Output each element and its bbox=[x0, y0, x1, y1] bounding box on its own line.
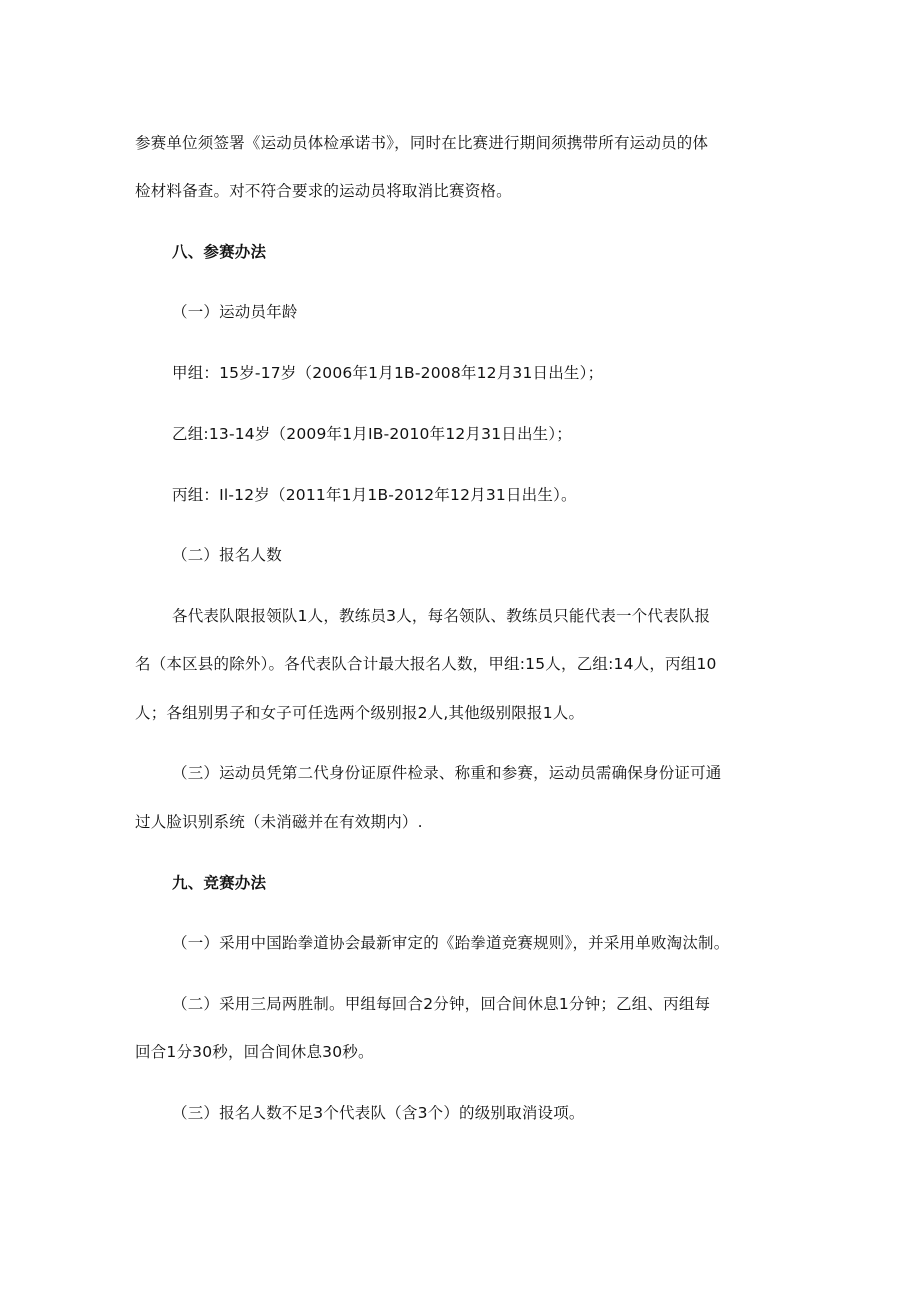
section-heading-nine: 九、竞赛办法 bbox=[172, 874, 267, 892]
paragraph-line: 过人脸识别系统（未消磁并在有效期内）. bbox=[135, 813, 423, 831]
list-item: 乙组:13-14岁（2009年1月IB-2010年12月31日出生）； bbox=[172, 425, 573, 443]
subsection-title: （一）运动员年龄 bbox=[172, 303, 298, 321]
paragraph-line: 检材料备查。对不符合要求的运动员将取消比赛资格。 bbox=[135, 182, 512, 200]
paragraph-line: （二）采用三局两胜制。甲组每回合2分钟，回合间休息1分钟；乙组、丙组每 bbox=[172, 995, 711, 1013]
list-item: 丙组：Il-12岁（2011年1月1B-2012年12月31日出生）。 bbox=[172, 486, 577, 504]
paragraph-line: （三）报名人数不足3个代表队（含3个）的级别取消设项。 bbox=[172, 1104, 585, 1122]
subsection-title: （二）报名人数 bbox=[172, 546, 282, 564]
paragraph-line: 参赛单位须签署《运动员体检承诺书》，同时在比赛进行期间须携带所有运动员的体 bbox=[135, 134, 709, 152]
paragraph-line: （三）运动员凭第二代身份证原件检录、称重和参赛，运动员需确保身份证可通 bbox=[172, 764, 722, 782]
paragraph-line: 名（本区县的除外）。各代表队合计最大报名人数，甲组:15人，乙组:14人，丙组10 bbox=[135, 655, 717, 673]
paragraph-line: （一）采用中国跆拳道协会最新审定的《跆拳道竞赛规则》，并采用单败淘汰制。 bbox=[172, 934, 730, 952]
paragraph-line: 人；各组别男子和女子可任选两个级别报2人,其他级别限报1人。 bbox=[135, 704, 585, 722]
paragraph-line: 回合1分30秒，回合间休息30秒。 bbox=[135, 1043, 374, 1061]
list-item: 甲组：15岁-17岁（2006年1月1B-2008年12月31日出生）； bbox=[172, 364, 604, 382]
section-heading-eight: 八、参赛办法 bbox=[172, 243, 267, 261]
paragraph-line: 各代表队限报领队1人，教练员3人，每名领队、教练员只能代表一个代表队报 bbox=[172, 607, 711, 625]
